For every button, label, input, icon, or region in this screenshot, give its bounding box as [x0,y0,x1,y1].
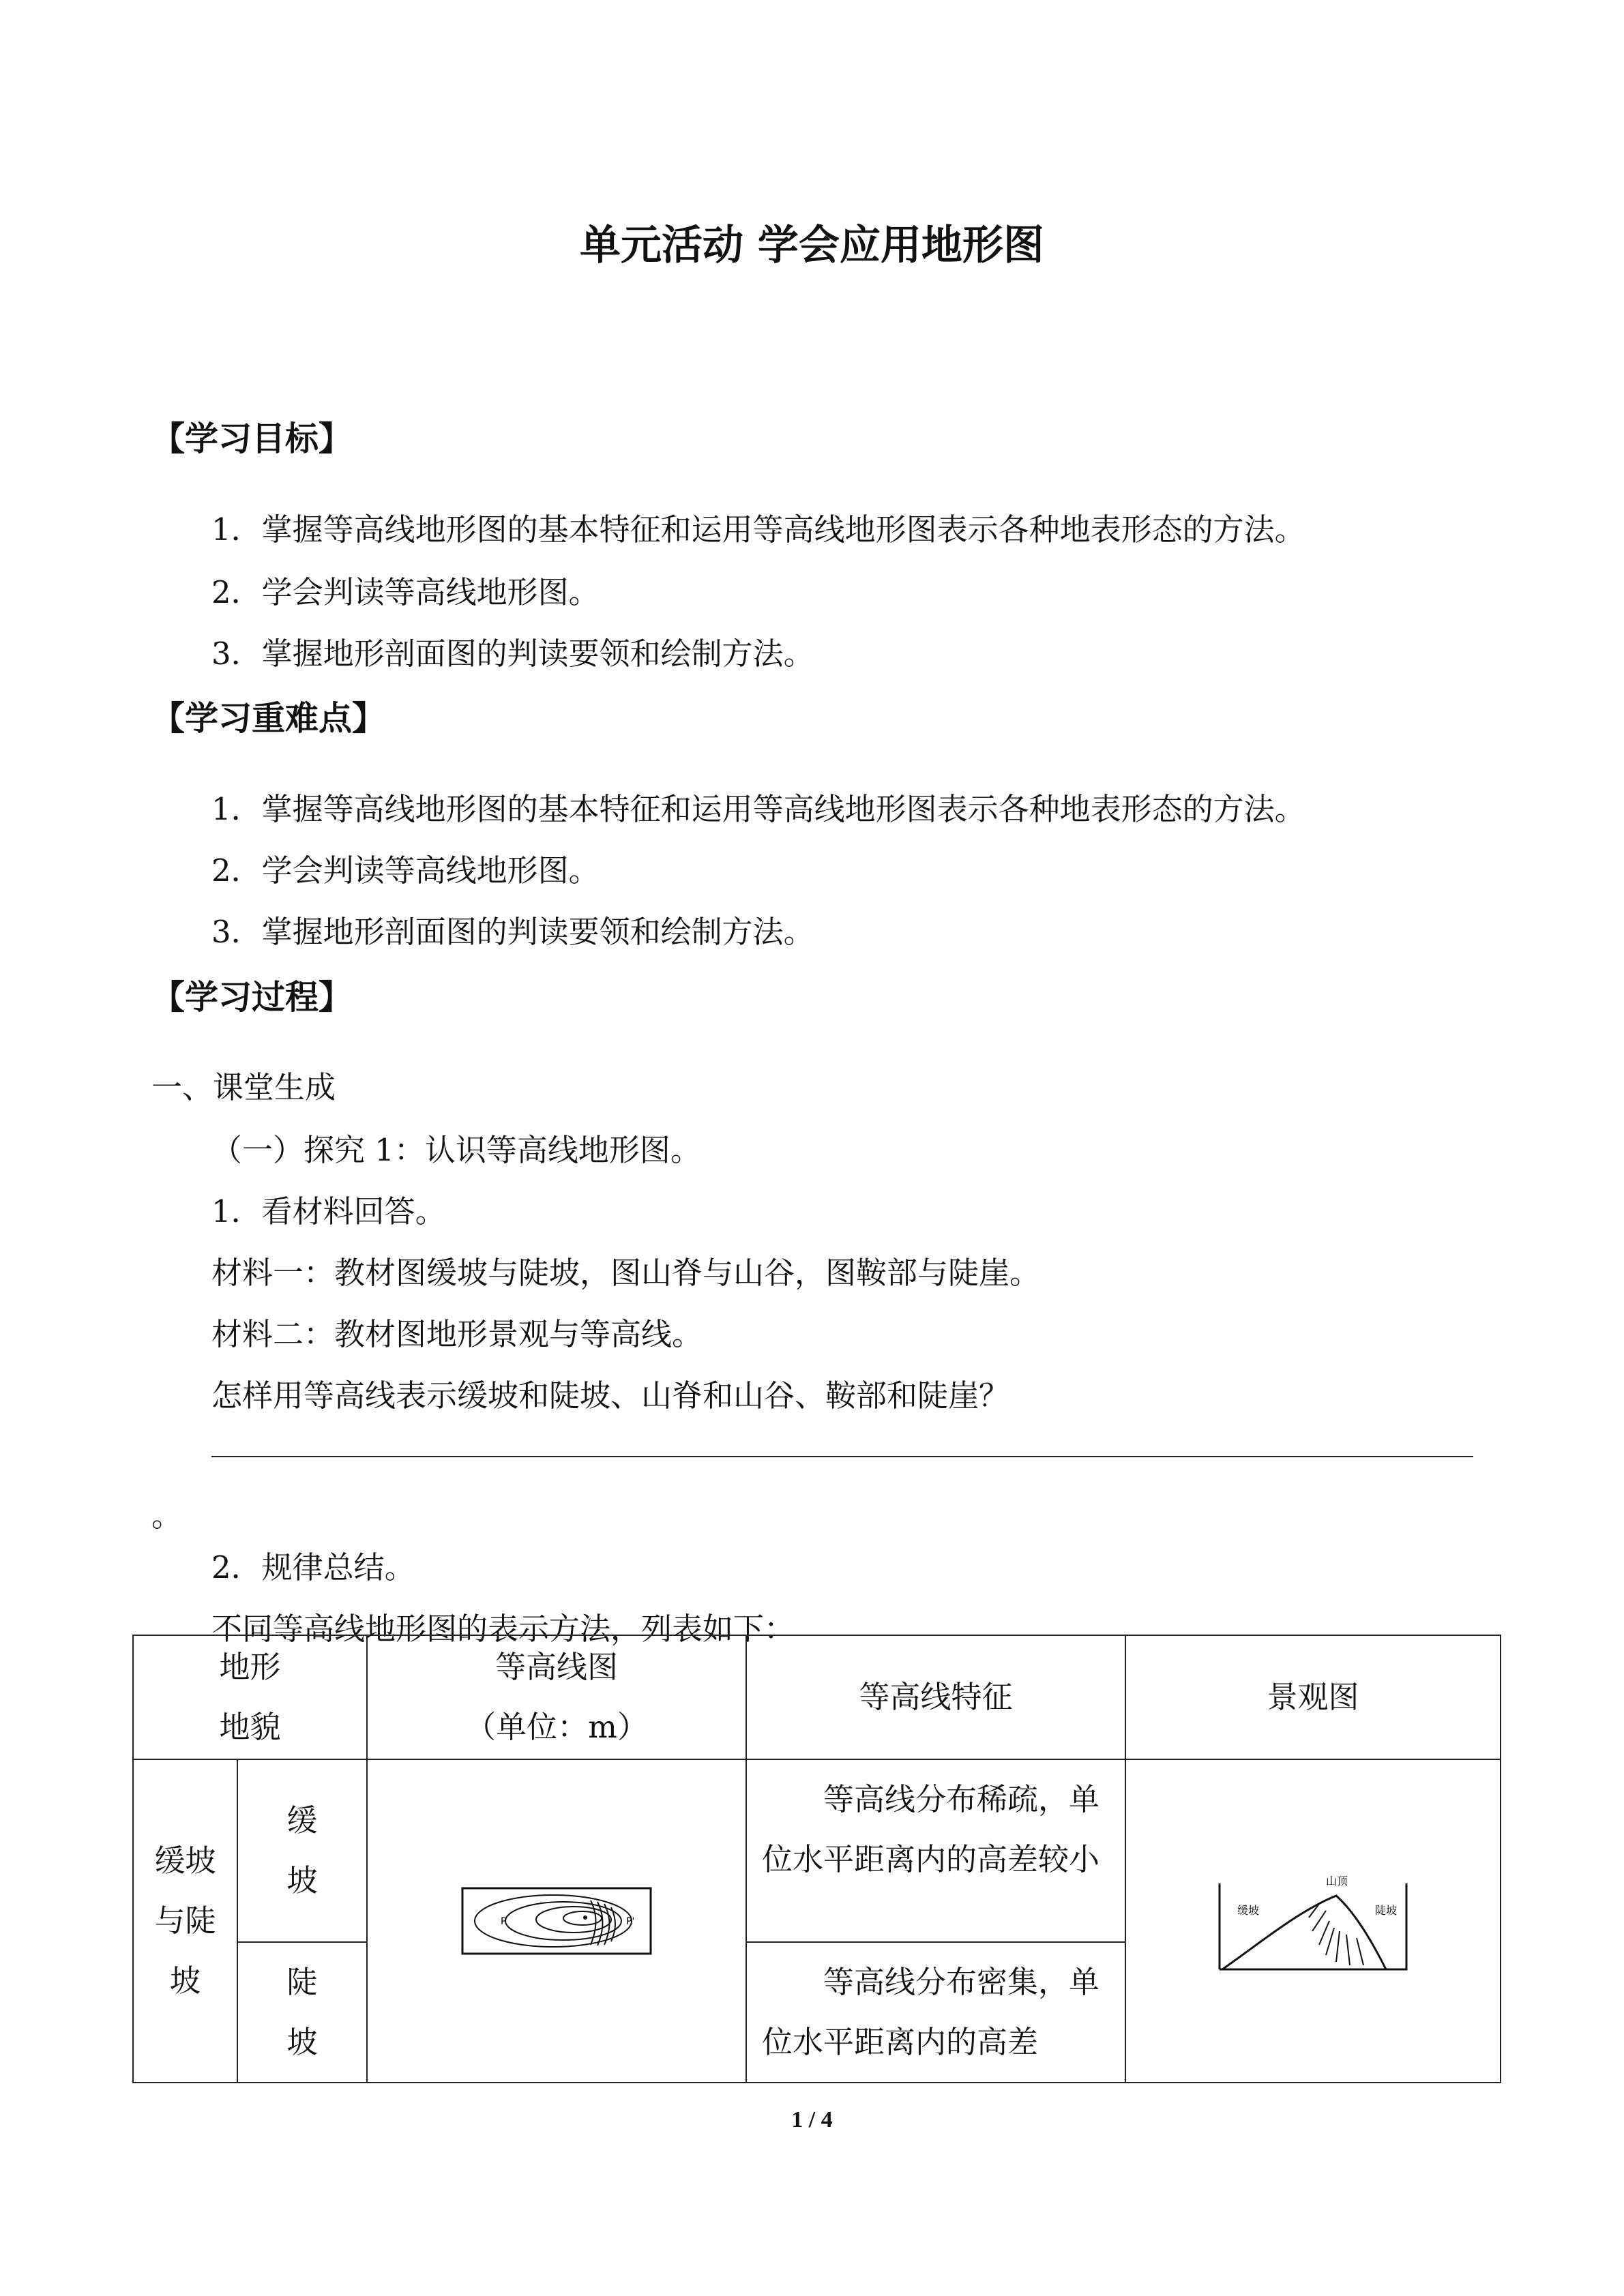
inquiry-title: （一）探究 1：认识等高线地形图。 [211,1132,701,1168]
question: 怎样用等高线表示缓坡和陡坡、山脊和山谷、鞍部和陡崖？ [211,1377,1010,1414]
header-contour-map: 等高线图 （单位：m） [367,1635,746,1759]
header-contour-features: 等高线特征 [746,1635,1125,1759]
header-landscape: 景观图 [1125,1635,1501,1759]
heading-goals: 【学习目标】 [151,419,353,458]
key-point-item: 3．掌握地形剖面图的判读要领和绘制方法。 [211,914,814,950]
material-2: 材料二：教材图地形景观与等高线。 [211,1316,703,1352]
answer-end-mark: 。 [151,1497,183,1534]
part-title: 一、课堂生成 [151,1069,336,1105]
step-1: 1．看材料回答。 [211,1193,446,1229]
contour-map-figure [461,1887,652,1955]
page-title: 单元活动 学会应用地形图 [580,222,1044,269]
landscape-figure-cell [1125,1759,1501,2083]
terrain-table [132,1635,1501,2083]
contour-label-p: P [501,1916,507,1927]
answer-blank-line[interactable] [211,1456,1473,1457]
material-1: 材料一：教材图缓坡与陡坡，图山脊与山谷，图鞍部与陡崖。 [211,1255,1041,1291]
landscape-label-peak: 山顶 [1326,1875,1348,1888]
row-steep-slope: 陡 坡 [237,1942,367,2083]
row-gentle-slope: 缓 坡 [237,1759,367,1942]
table-intro: 不同等高线地形图的表示方法，列表如下： [211,1611,795,1647]
goal-item: 2．学会判读等高线地形图。 [211,574,600,610]
landscape-figure [1217,1863,1409,1979]
goal-item: 3．掌握地形剖面图的判读要领和绘制方法。 [211,636,814,672]
key-point-item: 2．学会判读等高线地形图。 [211,852,600,889]
group-gentle-steep-slope: 缓坡 与陡 坡 [133,1759,237,2083]
step-2: 2．规律总结。 [211,1549,415,1585]
landscape-label-steep: 陡坡 [1375,1904,1398,1917]
contour-figure-cell [367,1759,746,2083]
heading-key-points: 【学习重难点】 [151,699,386,738]
feature-gentle-slope: 等高线分布稀疏，单位水平距离内的高差较小 [746,1759,1125,1942]
landscape-label-gentle: 缓坡 [1237,1904,1260,1917]
goal-item: 1．掌握等高线地形图的基本特征和运用等高线地形图表示各种地表形态的方法。 [211,511,1305,548]
header-landform: 地形 地貌 [133,1635,367,1759]
page-number: 1 / 4 [791,2107,833,2132]
key-point-item: 1．掌握等高线地形图的基本特征和运用等高线地形图表示各种地表形态的方法。 [211,791,1305,827]
feature-steep-slope: 等高线分布密集，单位水平距离内的高差 [746,1942,1125,2083]
contour-label-p-prime: P' [626,1916,635,1927]
heading-process: 【学习过程】 [151,978,353,1017]
